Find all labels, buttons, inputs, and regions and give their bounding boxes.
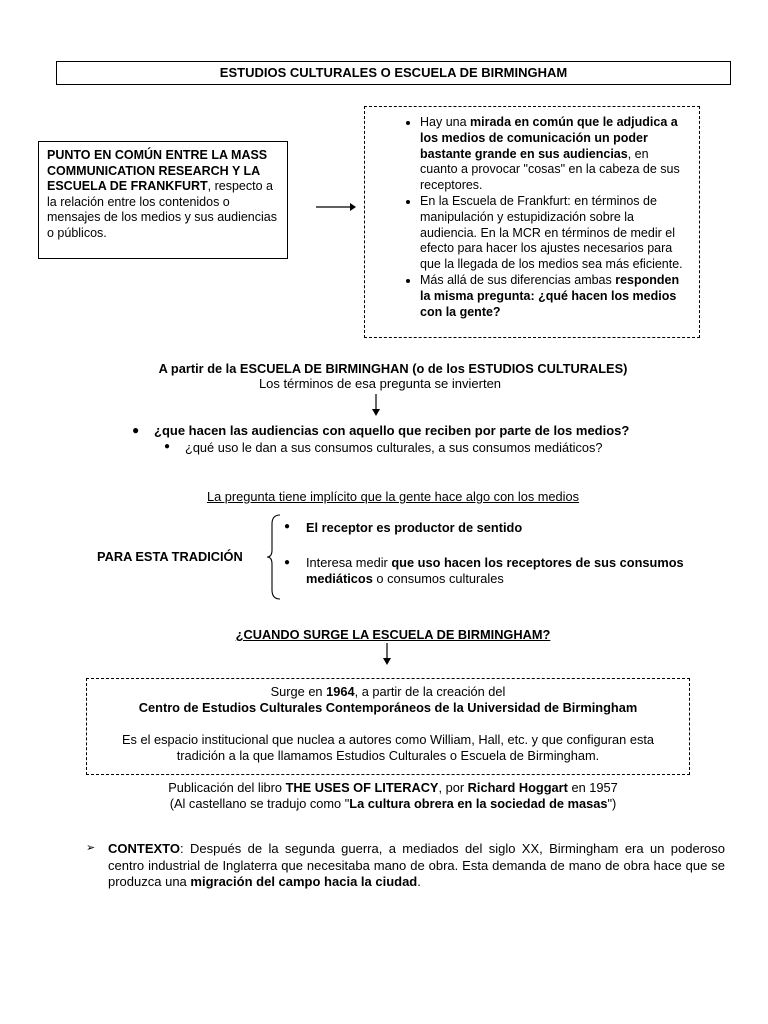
brace-icon [266, 514, 282, 600]
origin-paragraph: Es el espacio institucional que nuclea a autores como William, Hall, etc. y que configuran esta tradición a la que llamamos Estudios Culturales o Escuela de Birmingham. [121, 732, 655, 763]
right-arrow-icon [316, 200, 356, 214]
bullet-icon: ● [284, 557, 291, 568]
arrow-bullet-icon: ➢ [86, 842, 96, 854]
common-point-box [38, 141, 288, 259]
down-arrow-icon [370, 394, 382, 416]
implicit-line: La pregunta tiene implícito que la gente hace algo con los medios [206, 489, 580, 504]
publication: Publicación del libro THE USES OF LITERACY, por Richard Hoggart en 1957 (Al castellano se tradujo como "La cultura obrera en la sociedad de masas") [168, 780, 618, 811]
list-item: • En la Escuela de Frankfurt: en términos de manipulación y estupidización sobre la audiencia. En la MCR en términos de medir el efecto para hacer los ajustes necesarios para que la llegada de los medios sea más eficiente. [420, 194, 689, 273]
origin-box [86, 678, 690, 775]
question-sub: ¿qué uso le dan a sus consumos culturales, a sus consumos mediáticos? [185, 440, 603, 455]
common-point-heading: PUNTO EN COMÚN ENTRE LA MASS COMMUNICATION RESEARCH Y LA ESCUELA DE FRANKFURT [47, 148, 268, 193]
list-item: • Más allá de sus diferencias ambas responden la misma pregunta: ¿qué hacen los medios con la gente? [420, 273, 689, 320]
origin-line-1: Surge en 1964, a partir de la creación del [270, 684, 506, 699]
page-title: ESTUDIOS CULTURALES O ESCUELA DE BIRMINGHAM [56, 61, 731, 85]
bullet-icon: ● [284, 521, 291, 532]
birmingham-heading: A partir de la ESCUELA DE BIRMINGHAN (o de los ESTUDIOS CULTURALES) [158, 361, 628, 376]
down-arrow-icon [381, 643, 393, 665]
tradition-item-2: Interesa medir que uso hacen los receptores de sus consumos mediáticos o consumos culturales [306, 555, 684, 586]
origin-line-2: Centro de Estudios Culturales Contemporáneos de la Universidad de Birmingham [138, 700, 638, 715]
tradition-item-1: El receptor es productor de sentido [306, 520, 523, 535]
common-point-text: , respecto a la relación entre los contenidos o mensajes de los medios y sus audiencias o públicos. [47, 179, 277, 240]
list-item: • Hay una mirada en común que le adjudica a los medios de comunicación un poder bastante grande en sus audiencias, en cuanto a provocar "cosas" en la cabeza de sus receptores. [420, 115, 689, 194]
when-heading: ¿CUANDO SURGE LA ESCUELA DE BIRMINGHAM? [235, 627, 551, 642]
question-main: ¿que hacen las audiencias con aquello que reciben por parte de los medios? [154, 423, 630, 438]
contexto-paragraph: CONTEXTO: Después de la segunda guerra, a mediados del siglo XX, Birmingham era un poderoso centro industrial de Inglaterra que necesitaba mano de obra. Esta demanda de mano de obra hace que se produzca una migración del campo hacia la ciudad. [108, 841, 725, 889]
bullet-icon: ● [132, 423, 140, 437]
common-view-box [364, 106, 700, 338]
bullet-icon: ● [164, 441, 171, 452]
tradition-label: PARA ESTA TRADICIÓN [97, 549, 243, 564]
birmingham-subheading: Los términos de esa pregunta se invierten [258, 376, 502, 391]
